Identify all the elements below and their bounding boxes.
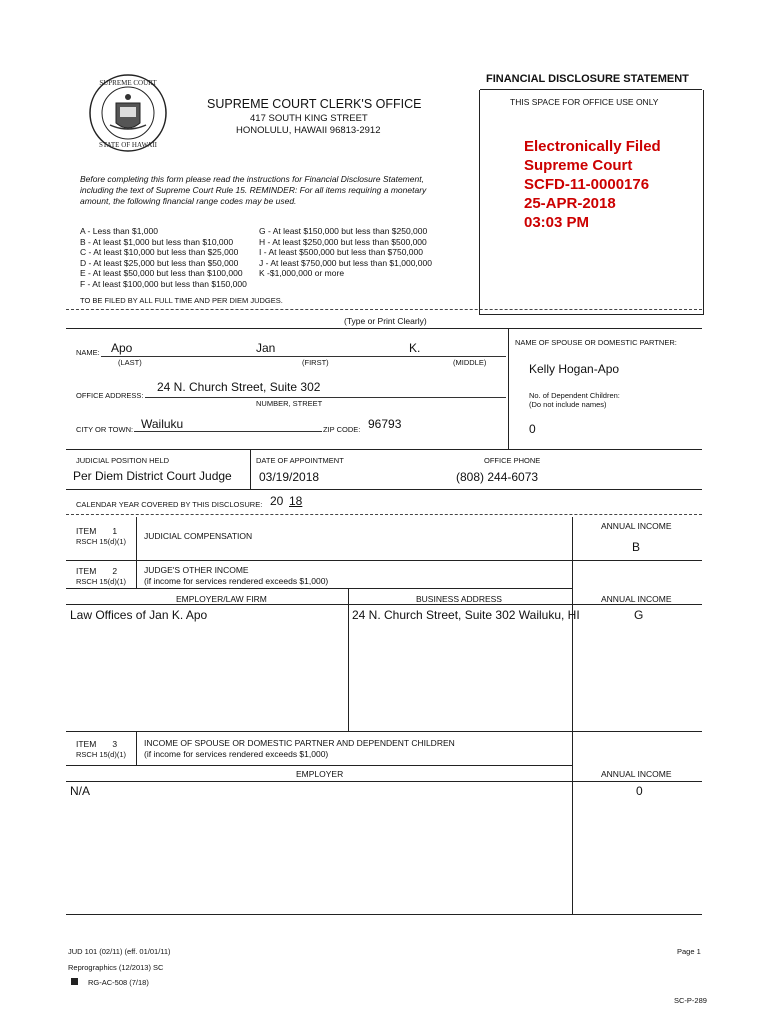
calendar-year-label: CALENDAR YEAR COVERED BY THIS DISCLOSURE:: [76, 500, 263, 509]
item3-employer-field[interactable]: N/A: [70, 784, 91, 798]
dependents-field[interactable]: 0: [529, 422, 536, 436]
dependents-label: No. of Dependent Children:: [529, 391, 620, 400]
judicial-position-label: JUDICIAL POSITION HELD: [76, 456, 170, 465]
page-number: Page 1: [677, 947, 701, 956]
footer-sc: SC-P-289: [674, 996, 707, 1005]
form-title: FINANCIAL DISCLOSURE STATEMENT: [486, 73, 689, 85]
calendar-year-field[interactable]: 18: [289, 494, 303, 508]
judicial-position-field[interactable]: Per Diem District Court Judge: [73, 469, 232, 483]
financial-codes-left: A - Less than $1,000 B - At least $1,000 but less than $10,000 C - At least $10,000 but less than $25,000 D - At least $25,000 but less than $50,000 E - At least $50,000 but less than $100,000 F - At least $100,000 but less than $150,000: [80, 226, 247, 289]
item2-employer-field[interactable]: Law Offices of Jan K. Apo: [70, 608, 208, 622]
item2-subtitle: (if income for services rendered exceeds $1,000): [144, 576, 329, 586]
item2-rsch: RSCH 15(d)(1): [76, 577, 127, 586]
item2-business-address-field[interactable]: 24 N. Church Street, Suite 302 Wailuku, HI: [352, 608, 580, 622]
zip-label: ZIP CODE:: [323, 425, 361, 434]
item2-income-label: ANNUAL INCOME: [601, 594, 672, 604]
name-label: NAME:: [76, 348, 100, 357]
item3-label: ITEM 3: [76, 739, 118, 749]
city-field[interactable]: Wailuku: [141, 417, 184, 431]
middle-name-field[interactable]: K.: [409, 341, 421, 355]
footer-jud: JUD 101 (02/11) (eff. 01/01/11): [68, 947, 171, 956]
appointment-date-field[interactable]: 03/19/2018: [259, 470, 320, 484]
office-address-line1: 417 SOUTH KING STREET: [250, 113, 368, 124]
item3-title: INCOME OF SPOUSE OR DOMESTIC PARTNER AND DEPENDENT CHILDREN: [144, 738, 455, 748]
office-name: SUPREME COURT CLERK'S OFFICE: [207, 97, 422, 111]
footer-rg: RG-AC-508 (7/18): [88, 978, 149, 987]
item1-income-field[interactable]: B: [632, 540, 641, 554]
city-label: CITY OR TOWN:: [76, 425, 134, 434]
item3-subtitle: (if income for services rendered exceeds $1,000): [144, 749, 329, 759]
financial-codes-right: G - At least $150,000 but less than $250,000 H - At least $250,000 but less than $500,000 I - At least $500,000 but less than $750,000 J - At least $750,000 but less than $1,000,000 K -$1,000,000 or more: [259, 226, 432, 279]
svg-text:STATE OF HAWAII: STATE OF HAWAII: [99, 141, 157, 149]
first-name-field[interactable]: Jan: [256, 341, 276, 355]
supreme-court-seal: [88, 73, 168, 153]
number-street-label: NUMBER, STREET: [256, 399, 323, 408]
zip-field[interactable]: 96793: [368, 417, 402, 431]
type-print-note: (Type or Print Clearly): [344, 316, 427, 326]
filed-by-note: TO BE FILED BY ALL FULL TIME AND PER DIEM JUDGES.: [80, 296, 283, 305]
office-phone-field[interactable]: (808) 244-6073: [456, 470, 539, 484]
item3-income-field[interactable]: 0: [636, 784, 643, 798]
office-use-label: THIS SPACE FOR OFFICE USE ONLY: [510, 97, 659, 107]
footer-repro: Reprographics (12/2013) SC: [68, 963, 164, 972]
filing-stamp: Electronically Filed Supreme Court SCFD-11-0000176 25-APR-2018 03:03 PM: [524, 138, 661, 231]
item2-income-field[interactable]: G: [634, 608, 644, 622]
office-phone-label: OFFICE PHONE: [484, 456, 541, 465]
item3-income-label: ANNUAL INCOME: [601, 769, 672, 779]
item2-label: ITEM 2: [76, 566, 118, 576]
item1-label: ITEM 1: [76, 526, 118, 536]
middle-label: (MIDDLE): [453, 358, 487, 367]
dependents-note: (Do not include names): [529, 400, 607, 409]
item3-employer-label: EMPLOYER: [296, 769, 344, 779]
first-label: (FIRST): [302, 358, 329, 367]
last-name-field[interactable]: Apo: [111, 341, 133, 355]
spouse-label: NAME OF SPOUSE OR DOMESTIC PARTNER:: [515, 338, 677, 347]
employer-law-firm-label: EMPLOYER/LAW FIRM: [176, 594, 267, 604]
spouse-field[interactable]: Kelly Hogan-Apo: [529, 362, 620, 376]
appointment-date-label: DATE OF APPOINTMENT: [256, 456, 344, 465]
business-address-label: BUSINESS ADDRESS: [416, 594, 502, 604]
office-address-line2: HONOLULU, HAWAII 96813-2912: [236, 125, 381, 136]
calendar-year-prefix: 20: [270, 494, 284, 508]
last-label: (LAST): [118, 358, 142, 367]
item1-income-label: ANNUAL INCOME: [601, 521, 672, 531]
office-address-label: OFFICE ADDRESS:: [76, 391, 144, 400]
barcode-icon: [71, 978, 78, 985]
item3-rsch: RSCH 15(d)(1): [76, 750, 127, 759]
item1-title: JUDICIAL COMPENSATION: [144, 531, 253, 541]
instructions: Before completing this form please read the instructions for Financial Disclosure Statement, including the text of Supreme Court Rule 15. REMINDER: For all items requiring a monetary amount, the following financial range codes may be used.: [80, 174, 427, 206]
item1-rsch: RSCH 15(d)(1): [76, 537, 127, 546]
item2-title: JUDGE'S OTHER INCOME: [144, 565, 249, 575]
office-address-field[interactable]: 24 N. Church Street, Suite 302: [157, 380, 321, 394]
svg-text:SUPREME COURT: SUPREME COURT: [99, 79, 157, 87]
